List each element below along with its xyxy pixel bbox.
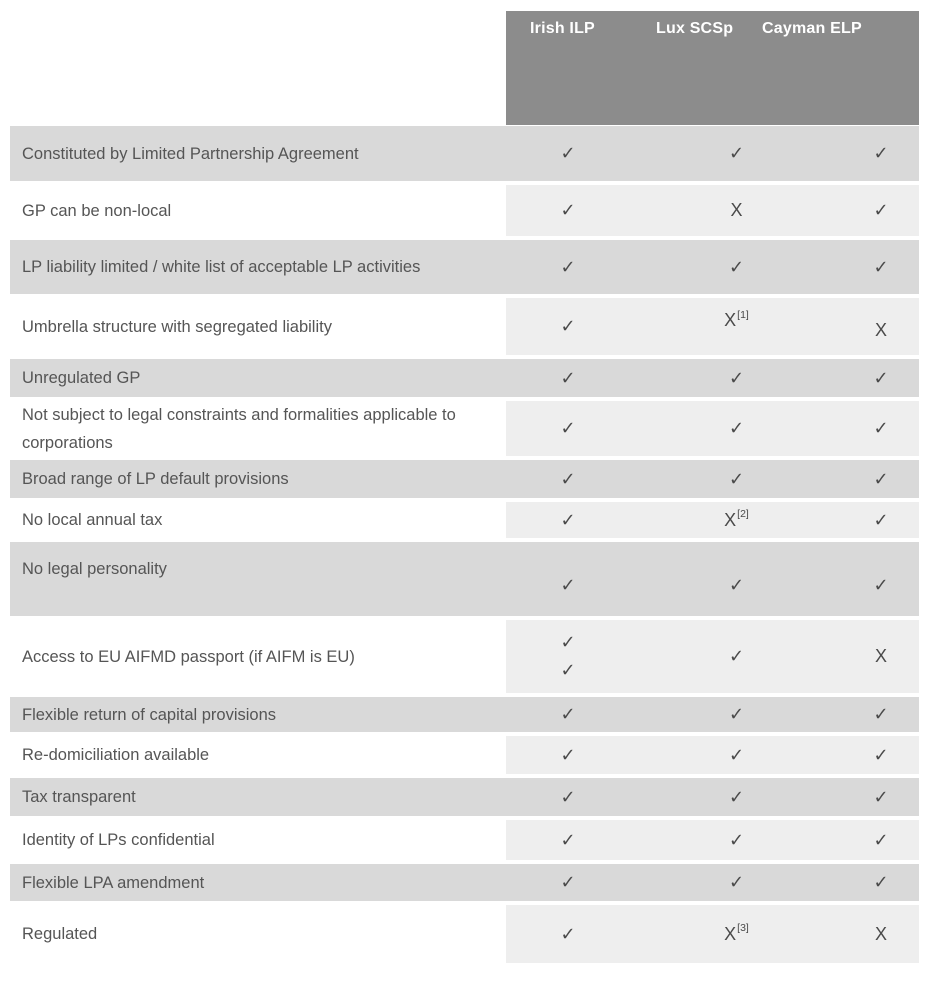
check-mark-icon: ✓ xyxy=(873,829,889,850)
cell-irish-ilp xyxy=(506,820,630,860)
cell-lux-scsp xyxy=(630,185,843,236)
table-row xyxy=(10,864,919,901)
row-label: GP can be non-local xyxy=(22,201,172,220)
cell-irish-ilp xyxy=(506,126,630,181)
check-mark-icon: ✓ xyxy=(728,143,745,163)
row-values xyxy=(506,126,919,181)
check-mark-icon: ✓ xyxy=(560,786,576,807)
cell-lux-scsp xyxy=(630,401,843,456)
table-row xyxy=(10,502,919,538)
cell-cayman-elp xyxy=(843,240,919,294)
row-values xyxy=(506,502,919,538)
row-label: Access to EU AIFMD passport (if AIFM is EU) xyxy=(22,647,355,666)
row-label: Re-domiciliation available xyxy=(22,746,210,764)
cell-lux-scsp xyxy=(630,542,843,616)
row-values xyxy=(506,905,919,963)
check-mark-icon: ✓ xyxy=(728,367,745,388)
check-mark-icon: ✓ xyxy=(560,574,576,595)
check-mark-icon: ✓ xyxy=(728,468,745,489)
table-row xyxy=(10,460,919,498)
table-row xyxy=(10,359,919,397)
row-values xyxy=(506,401,919,456)
row-values xyxy=(506,185,919,236)
x-mark-icon: X xyxy=(724,509,737,530)
table-row xyxy=(10,542,919,616)
row-values xyxy=(506,736,919,774)
footnote-reference: [2] xyxy=(737,508,749,520)
cell-cayman-elp xyxy=(843,126,919,181)
cell-cayman-elp xyxy=(843,460,919,498)
table-header xyxy=(506,11,919,125)
cell-lux-scsp xyxy=(630,736,843,774)
row-label: Flexible return of capital provisions xyxy=(22,705,277,724)
row-label: No legal personality xyxy=(22,560,167,578)
check-mark-icon: ✓ xyxy=(728,829,745,850)
cell-irish-ilp xyxy=(506,460,630,498)
cell-cayman-elp xyxy=(843,302,919,359)
table-row xyxy=(10,820,919,860)
check-mark-icon: ✓ xyxy=(560,418,576,438)
cell-irish-ilp xyxy=(506,401,630,456)
row-values xyxy=(506,820,919,860)
table-row xyxy=(10,240,919,294)
check-mark-icon: ✓ xyxy=(560,923,576,944)
check-mark-icon: ✓ xyxy=(873,200,889,220)
row-label: Flexible LPA amendment xyxy=(22,873,205,892)
check-mark-icon: ✓ xyxy=(873,744,889,765)
check-mark-icon: ✓ xyxy=(873,704,889,724)
cell-irish-ilp xyxy=(506,778,630,816)
cell-irish-ilp xyxy=(506,905,630,963)
check-mark-icon: ✓ xyxy=(560,143,576,163)
cell-cayman-elp xyxy=(843,542,919,616)
row-values xyxy=(506,620,919,693)
comparison-table xyxy=(10,11,919,963)
x-mark-icon: X xyxy=(874,646,887,666)
row-values xyxy=(506,460,919,498)
check-mark-icon: ✓ xyxy=(873,143,889,163)
check-mark-icon: ✓ xyxy=(873,468,889,489)
table-body xyxy=(10,126,919,963)
row-values xyxy=(506,697,919,732)
row-label: Umbrella structure with segregated liability xyxy=(22,317,332,336)
cell-lux-scsp xyxy=(630,697,843,732)
check-mark-icon: ✓ xyxy=(873,786,889,807)
column-header-irish-ilp: Irish ILP xyxy=(530,20,595,37)
check-mark-icon: ✓ xyxy=(560,872,576,892)
check-mark-icon: ✓ xyxy=(728,256,745,277)
cell-cayman-elp xyxy=(843,697,919,732)
x-mark-icon: X xyxy=(874,320,887,340)
row-label: Not subject to legal constraints and formalities applicable to corporations xyxy=(22,405,456,452)
cell-lux-scsp xyxy=(630,502,843,538)
row-values xyxy=(506,778,919,816)
row-values xyxy=(506,864,919,901)
cell-lux-scsp xyxy=(630,620,843,693)
cell-cayman-elp xyxy=(843,864,919,901)
cell-irish-ilp xyxy=(506,240,630,294)
cell-lux-scsp xyxy=(630,240,843,294)
table-row xyxy=(10,620,919,693)
cell-irish-ilp xyxy=(506,298,630,355)
cell-irish-ilp xyxy=(506,185,630,236)
cell-cayman-elp xyxy=(843,820,919,860)
check-mark-icon: ✓ xyxy=(728,872,745,892)
check-mark-icon: ✓ xyxy=(560,367,576,388)
check-mark-icon: ✓ xyxy=(560,660,576,681)
cell-lux-scsp xyxy=(630,864,843,901)
x-mark-icon: X xyxy=(730,200,743,220)
check-mark-icon: ✓ xyxy=(560,631,576,652)
check-mark-icon: ✓ xyxy=(873,872,889,892)
check-mark-icon: ✓ xyxy=(560,829,576,850)
cell-irish-ilp xyxy=(506,502,630,538)
table-row xyxy=(10,298,919,355)
cell-lux-scsp xyxy=(630,359,843,397)
check-mark-icon: ✓ xyxy=(728,786,745,807)
cell-cayman-elp xyxy=(843,401,919,456)
cell-irish-ilp xyxy=(506,542,630,616)
check-mark-icon: ✓ xyxy=(560,744,576,765)
cell-cayman-elp xyxy=(843,778,919,816)
cell-irish-ilp xyxy=(506,359,630,397)
table-row xyxy=(10,778,919,816)
x-mark-icon: X xyxy=(724,923,737,944)
row-label: Tax transparent xyxy=(22,788,136,806)
check-mark-icon: ✓ xyxy=(560,256,576,277)
cell-irish-ilp xyxy=(506,864,630,901)
cell-irish-ilp xyxy=(506,697,630,732)
cell-irish-ilp xyxy=(506,620,630,693)
row-label: Unregulated GP xyxy=(22,369,141,387)
cell-lux-scsp xyxy=(630,905,843,963)
row-label: Constituted by Limited Partnership Agreement xyxy=(22,144,359,163)
footnote-reference: [3] xyxy=(737,922,749,934)
check-mark-icon: ✓ xyxy=(873,367,889,388)
cell-cayman-elp xyxy=(843,620,919,693)
row-values xyxy=(506,240,919,294)
row-label: Identity of LPs confidential xyxy=(22,831,215,849)
column-header-cayman-elp: Cayman ELP xyxy=(762,20,862,37)
column-header-lux-scsp: Lux SCSp xyxy=(656,20,734,37)
row-values xyxy=(506,298,919,355)
cell-irish-ilp xyxy=(506,736,630,774)
cell-cayman-elp xyxy=(843,905,919,963)
check-mark-icon: ✓ xyxy=(873,418,889,438)
check-mark-icon: ✓ xyxy=(728,744,745,765)
row-label: LP liability limited / white list of acceptable LP activities xyxy=(22,258,421,276)
table-row xyxy=(10,401,919,456)
table-row xyxy=(10,185,919,236)
row-label: Regulated xyxy=(22,925,98,943)
check-mark-icon: ✓ xyxy=(728,646,745,666)
table-row xyxy=(10,736,919,774)
check-mark-icon: ✓ xyxy=(728,574,745,595)
table-row xyxy=(10,905,919,963)
cell-cayman-elp xyxy=(843,736,919,774)
check-mark-icon: ✓ xyxy=(560,509,576,530)
footnote-reference: [1] xyxy=(737,308,749,321)
check-mark-icon: ✓ xyxy=(560,704,576,724)
table-row xyxy=(10,126,919,181)
cell-lux-scsp xyxy=(630,460,843,498)
cell-lux-scsp xyxy=(630,820,843,860)
cell-cayman-elp xyxy=(843,359,919,397)
check-mark-icon: ✓ xyxy=(873,509,889,530)
cell-cayman-elp xyxy=(843,185,919,236)
check-mark-icon: ✓ xyxy=(560,316,576,336)
row-label: Broad range of LP default provisions xyxy=(22,470,289,488)
row-values xyxy=(506,542,919,616)
check-mark-icon: ✓ xyxy=(560,200,576,220)
check-mark-icon: ✓ xyxy=(873,574,889,595)
check-mark-icon: ✓ xyxy=(728,418,745,438)
table-row xyxy=(10,697,919,732)
check-mark-icon: ✓ xyxy=(728,704,745,724)
cell-lux-scsp xyxy=(630,778,843,816)
check-mark-icon: ✓ xyxy=(560,468,576,489)
x-mark-icon: X xyxy=(724,310,737,330)
row-label: No local annual tax xyxy=(22,511,163,529)
cell-lux-scsp xyxy=(630,292,843,349)
check-mark-icon: ✓ xyxy=(873,256,889,277)
x-mark-icon: X xyxy=(874,923,887,944)
row-values xyxy=(506,359,919,397)
cell-cayman-elp xyxy=(843,502,919,538)
cell-lux-scsp xyxy=(630,126,843,181)
